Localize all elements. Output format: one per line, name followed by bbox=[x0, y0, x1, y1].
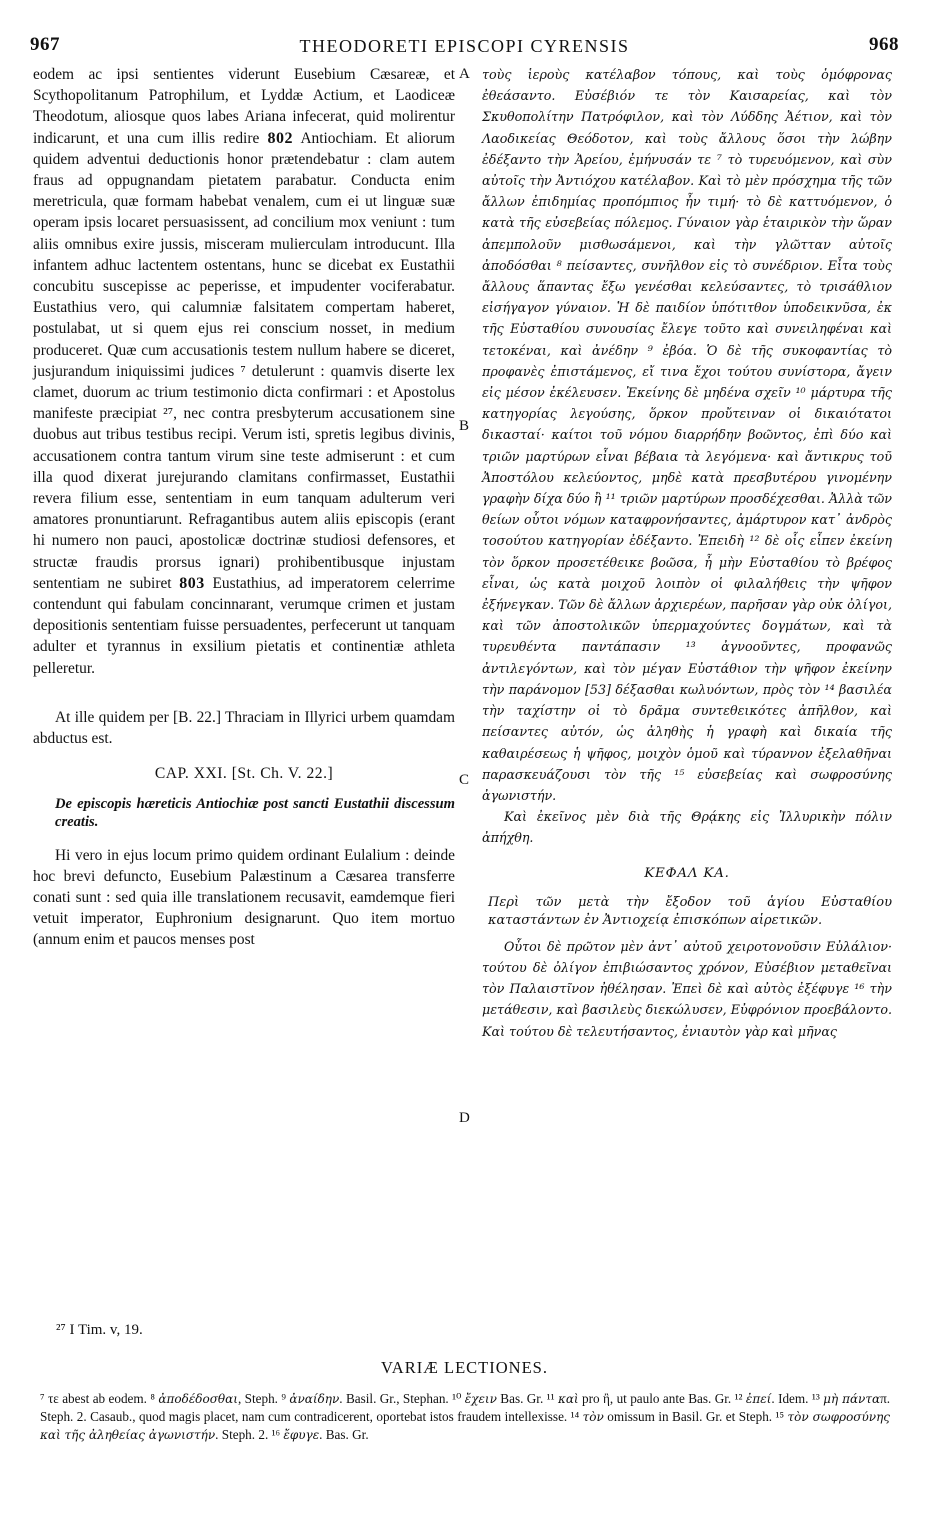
variant-14-number: ¹⁴ bbox=[570, 1409, 580, 1424]
variant-9-source: . Basil. Gr., Stephan. bbox=[339, 1391, 449, 1406]
variant-9-greek: ἀναίδην bbox=[289, 1392, 340, 1406]
variant-16-number: ¹⁶ bbox=[271, 1427, 281, 1442]
greek-chapter-subtitle: Περὶ τῶν μετὰ τὴν ἔξοδον τοῦ ἁγίου Εὐσταθίου καταστάντων ἐν Ἀντιοχείᾳ ἐπισκόπων αἱρετικῶν. bbox=[488, 894, 892, 928]
column-number-803: 803 bbox=[179, 574, 205, 592]
page-number-left: 967 bbox=[30, 34, 60, 55]
column-number-802: 802 bbox=[267, 129, 294, 147]
variae-lectiones-title: VARIÆ LECTIONES. bbox=[381, 1358, 548, 1377]
page-header bbox=[30, 34, 899, 60]
running-title: THEODORETI EPISCOPI CYRENSIS bbox=[299, 36, 630, 56]
page-number-right: 968 bbox=[869, 34, 899, 55]
margin-letter-c: C bbox=[459, 772, 470, 788]
variant-14-source: omissum in Basil. Gr. et Steph. bbox=[607, 1409, 773, 1424]
variant-15-source: . Steph. 2. bbox=[215, 1427, 269, 1442]
margin-letter-a: A bbox=[459, 66, 470, 82]
variant-11-source: pro ἢ, ut paulo ante Bas. Gr. bbox=[582, 1391, 732, 1406]
greek-text bbox=[482, 64, 892, 1042]
latin-text-part-b: Antiochiam. Et aliorum quidem adventui deductionis honor prætendebatur : clam autem fraus ad oppugnandam pietatem parabatur. Conducta enim meretricula, quæ formam habebat venalem, cum ei ut linguæ suæ operam ipsis locaret persuasissent, ad concilium mox veniunt : tum aliis omnibus exire jussis, misceram mulierculam introducunt. Illa infantem adhuc lactentem ostentans, hunc se dicebat ex Eustathii concubitu suscepisse ac peperisse, et impudenter vociferabatur. Eustathius vero, qui calumniæ falsitatem compertam haberet, postulabat, ut si quem ejus rei conscium nosset, in medium produceret. Quæ cum accusationis testem nullum habere se diceret, jusjurandum iniquissimi judices ⁷ detulerunt : quamvis diserte lex clamet, duorum ac trium testimonio dicta confirmari : et Apostolus manifeste præcipiat ²⁷, nec contra presbyterum accusationem sine duobus aut tribus testibus recipi. Verum isti, spretis legibus divinis, accusationem contra tantum virum sine teste admiserunt : et cum illa quod dixerat jurejurando clamitans confirmasset, Eustathii revera filium esse, sententiam in eum tanquam adulterum veri amatores pronuntiarunt. Refragantibus autem aliis episcopis (erant hi numero non pauci, apostolicæ doctrinæ studiosi defensores, et structæ fraudis prorsus ignari) prohibentibusque injustam sententiam ne subiret bbox=[33, 129, 455, 592]
greek-paragraph-2: Καὶ ἐκεῖνος μὲν διὰ τῆς Θρᾴκης εἰς Ἰλλυρικὴν πόλιν ἀπήχθη. bbox=[482, 809, 892, 846]
margin-letter-b: B bbox=[459, 418, 470, 434]
variant-8-source: , Steph. bbox=[237, 1391, 278, 1406]
latin-text bbox=[33, 64, 455, 951]
variant-12-source: . Idem. bbox=[771, 1391, 809, 1406]
variant-8-greek: ἀποδέδοσθαι bbox=[158, 1392, 238, 1406]
variant-16-greek: ἔφυγε bbox=[283, 1428, 320, 1442]
variae-lectiones bbox=[40, 1390, 890, 1444]
variant-16-source: . Bas. Gr. bbox=[319, 1427, 369, 1442]
variant-13-source: π. Steph. 2. Casaub., quod magis placet, nam cum contradicerent, oportebat istos fraudem intellexisse. bbox=[40, 1391, 891, 1424]
latin-paragraph-3: Hi vero in ejus locum primo quidem ordinant Eulalium : deinde hoc brevi defuncto, Eusebium Palæstinum a Cæsarea transferre conati sunt : sed quia ille translationem recusavit, eamdemque fieri vetuit imperator, Euphronium designarunt. Quo item mortuo (annum enim et paucos menses post bbox=[33, 846, 455, 949]
variant-15-number: ¹⁵ bbox=[775, 1409, 785, 1424]
latin-text-part-a: eodem ac ipsi sentientes viderunt Eusebium Cæsareæ, et Scythopolitanum Patrophilum, et Lyddæ Actium, et Laodiceæ Theodotum, aliosque quos labes Ariana infecerat, quid molirentur indicarunt, et una cum illis redire bbox=[33, 66, 455, 147]
variant-13-number: ¹³ bbox=[811, 1391, 820, 1406]
latin-paragraph-2: At ille quidem per [B. 22.] Thraciam in Illyrici urbem quamdam abductus est. bbox=[33, 708, 455, 748]
latin-chapter-subtitle: De episcopis hæreticis Antiochiæ post sancti Eustathii discessum creatis. bbox=[55, 795, 455, 830]
margin-letter-d: D bbox=[459, 1110, 470, 1126]
variant-10-source: Bas. Gr. bbox=[500, 1391, 544, 1406]
latin-column bbox=[33, 64, 455, 951]
greek-paragraph-3: Οὗτοι δὲ πρῶτον μὲν ἀντ᾿ αὐτοῦ χειροτονοῦσιν Εὐλάλιον· τούτου δὲ ὀλίγον ἐπιβιώσαντος χρόνον, Εὐσέβιον μεταθεῖναι τὸν Παλαιστῖνον ἠθέλησαν. Ἐπεὶ δὲ καὶ αὐτὸς ἐξέφυγε ¹⁶ τὴν μετάθεσιν, καὶ βασιλεὺς διεκώλυσεν, Εὐφρόνιον προεβάλοντο. Καὶ τούτου δὲ τελευτήσαντος, ἐνιαυτὸν γὰρ καὶ μῆνας bbox=[482, 938, 892, 1039]
greek-column bbox=[482, 64, 892, 1042]
scripture-footnote: ²⁷ I Tim. v, 19. bbox=[56, 1322, 143, 1338]
variant-12-number: ¹² bbox=[734, 1391, 743, 1406]
variant-10-greek: ἔχειν bbox=[464, 1392, 497, 1406]
variant-13-greek: μὴ πάντα bbox=[823, 1392, 881, 1406]
greek-chapter-title: ΚΕΦΑΛ ΚΑ. bbox=[644, 865, 730, 881]
variant-14-greek: τὸν bbox=[582, 1410, 604, 1424]
variant-15-greek: τὸν σωφροσύνης καὶ τῆς ἀληθείας ἀγωνιστήν bbox=[40, 1410, 890, 1442]
variant-8-number: ⁸ bbox=[150, 1391, 155, 1406]
greek-paragraph-1: τοὺς ἱεροὺς κατέλαβον τόπους, καὶ τοὺς ὁμόφρονας ἐθεάσαντο. Εὐσέβιόν τε τὸν Καισαρείας, καὶ τὸν Σκυθοπολίτην Πατρόφιλον, καὶ τὸν Λύδδης Ἀέτιον, καὶ τὸν Λαοδικείας Θεόδοτον, καὶ τοὺς ἄλλους ὅσοι τὴν λώβην ἐδέξαντο τὴν Ἀρείου, ἐμήνυσάν τε ⁷ τὸ τυρευόμενον, καὶ σὺν αὐτοῖς τὴν Ἀντιόχου κατέλαβον. Καὶ τὸ μὲν πρόσχημα τῆς τῶν ἄλλων ἐπιδημίας προπόμπιος ἦν τιμή· τὸ δὲ καττυόμενον, ὁ κατὰ τῆς εὐσεβείας πόλεμος. Γύναιον γὰρ ἑταιρικὸν τὴν ὥραν ἀπεμπολοῦν μισθωσάμενοι, καὶ τὴν γλῶτταν αὐτοῖς ἀποδόσθαι ⁸ πείσαντες, συνῆλθον εἰς τὸ συνέδριον. Εἶτα τοὺς ἄλλους ἅπαντας ἔξω γενέσθαι κελεύσαντες, τὸ τρισάθλιον εἰσήγαγον γύναιον. Ἡ δὲ παιδίον ὑπότιτθον ὑποδεικνῦσα, ἐκ τῆς Εὐσταθίου συνουσίας ἔλεγε τοῦτο καὶ συνειληφέναι καὶ τετοκέναι, καὶ ἀνέδην ⁹ ἐβόα. Ὁ δὲ τῆς συκοφαντίας τὸ προφανὲς ἐπιστάμενος, εἴ τινα ἔχοι τούτου συνίστορα, ἄγειν εἰς μέσον ἐκέλευσεν. Ἐκείνης δὲ μηδένα σχεῖν ¹⁰ μάρτυρα τῆς κατηγορίας λεγούσης, ὅρκον προὔτειναν οἱ δικαιότατοι δικασταί· καίτοι τοῦ νόμου διαρρήδην βοῶντος, ἐπὶ δύο καὶ τριῶν μαρτύρων εἶναι βέβαια τὰ λεγόμενα· καὶ ἄντικρυς τοῦ Ἀποστόλου κελεύοντος, μηδὲ κατὰ πρεσβυτέρου γινομένην γραφὴν δίχα δύο ἢ ¹¹ τριῶν μαρτύρων προσδέχεσθαι. Ἀλλὰ τῶν θείων οὗτοι νόμων καταφρονήσαντες, ἀμάρτυρον κατ᾿ ἀνδρὸς τοσούτου κατηγορίαν ἐδέξαντο. Ἐπειδὴ ¹² δὲ οἷς εἶπεν ἐκείνη τὸν ὅρκον προσετέθεικε βοῶσα, ἦ μὴν Εὐσταθίου τὸ βρέφος εἶναι, ὡς κατὰ μοιχοῦ λοιπὸν οἱ φιλαλήθεις τὴν ψῆφον ἐξήνεγκαν. Τῶν δὲ ἄλλων ἀρχιερέων, παρῆσαν γὰρ οὐκ ὀλίγοι, καὶ τῶν ἀποστολικῶν ὑπερμαχούντες δογμάτων, καὶ τὰ τυρευθέντα παντάπασιν ¹³ ἀγνοοῦντες, προφανῶς ἀντιλεγόντων, καὶ τὸν μέγαν Εὐστάθιον τὴν ψῆφον ἐκείνην τὴν παράνομον [53] δέξασθαι κωλυόντων, πρὸς τὸν ¹⁴ βασιλέα τὴν ταχίστην οἱ τὸ δρᾶμα συντεθεικότες ἀπῆλθον, καὶ πείσαντες αὐτόν, ὡς ἀληθὴς ἡ γραφὴ καὶ δικαία τῆς καθαιρέσεως ἡ ψῆφος, μοιχὸν ὁμοῦ καὶ τύραννον ἐξελαθῆναι παρασκευάζουσι τὸν τῆς ¹⁵ εὐσεβείας καὶ σωφροσύνης ἀγωνιστήν. bbox=[482, 67, 892, 803]
variant-12-greek: ἐπεί bbox=[745, 1392, 772, 1406]
variant-9-number: ⁹ bbox=[281, 1391, 286, 1406]
latin-chapter-title: CAP. XXI. [St. Ch. V. 22.] bbox=[154, 765, 334, 783]
variant-10-number: ¹⁰ bbox=[452, 1391, 462, 1406]
variant-11-greek: καὶ bbox=[557, 1392, 579, 1406]
latin-text-part-c: Eustathius, ad imperatorem celerrime contendunt qui fabulam concinnarant, verumque crimen et justam depositionis sententiam fuisse persuadentes, perfecerunt ut tanquam adulter et tyrannus in exsilium pietatis et continentiæ athleta pelleretur. bbox=[33, 574, 455, 677]
variant-11-number: ¹¹ bbox=[546, 1391, 555, 1406]
latin-paragraph-1 bbox=[33, 64, 455, 679]
variant-7: ⁷ τε abest ab eodem. bbox=[40, 1391, 147, 1406]
